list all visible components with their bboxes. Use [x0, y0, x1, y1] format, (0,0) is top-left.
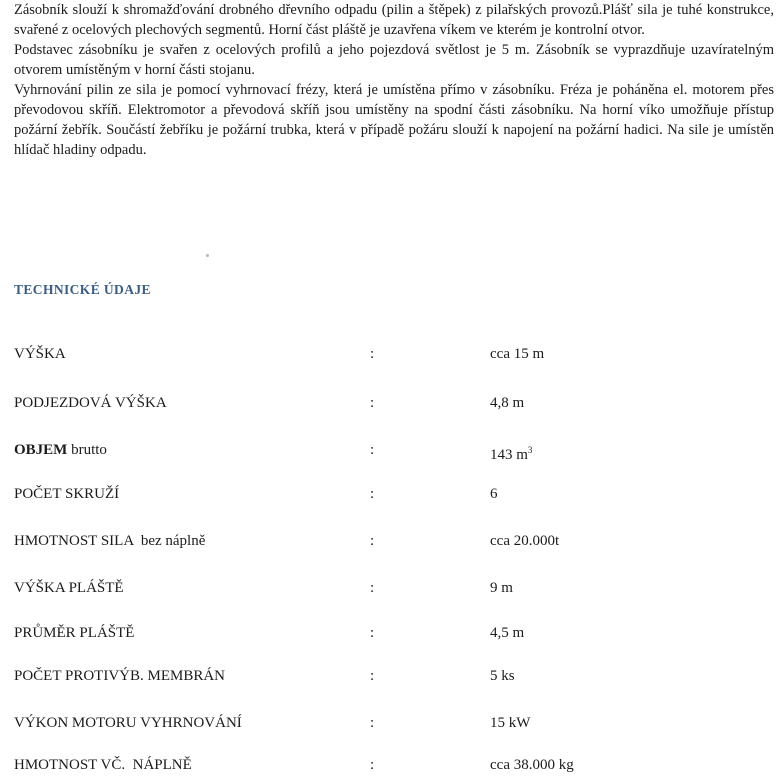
spec-label [14, 439, 107, 461]
spec-value-main: 143 m [490, 447, 528, 463]
spec-colon: : [370, 533, 375, 549]
spec-label-bold: OBJEM [14, 442, 68, 458]
spec-label: HMOTNOST SILA bez náplně [14, 533, 206, 549]
spec-label: POČET PROTIVÝB. MEMBRÁN [14, 668, 226, 684]
intro-paragraph-1: Zásobník slouží k shromažďování drobného dřevního odpadu (pilin a štěpek) z pilařských provozů.Plášť sila je tuhé konstrukce, svařené z ocelových plechových segmentů. Horní část pláště je uzavřena víkem ve kterém je kontrolní otvor. [14, 2, 774, 38]
spec-label-rest: brutto [67, 442, 107, 458]
spec-value: 4,8 m [490, 395, 525, 411]
spec-label: VÝŠKA [14, 346, 66, 362]
spec-value: 4,5 m [490, 625, 525, 641]
spec-label: PODJEZDOVÁ VÝŠKA [14, 395, 167, 411]
spec-colon: : [370, 715, 375, 731]
spec-colon: : [370, 757, 375, 773]
spec-colon: : [370, 486, 375, 502]
spec-label: HMOTNOST VČ. NÁPLNĚ [14, 757, 192, 773]
spec-value: cca 38.000 kg [490, 757, 574, 773]
spec-value: 9 m [490, 580, 513, 596]
spec-value: cca 15 m [490, 346, 545, 362]
intro-text [14, 0, 774, 160]
spec-value: 6 [490, 486, 498, 502]
spec-value: cca 20.000t [490, 533, 560, 549]
spec-colon: : [370, 346, 375, 362]
spec-label: VÝKON MOTORU VYHRNOVÁNÍ [14, 715, 242, 731]
scan-speck [206, 254, 209, 257]
intro-paragraph-3: Vyhrnování pilin ze sila je pomocí vyhrnovací frézy, která je umístěna přímo v zásobníku. Fréza je poháněna el. motorem přes převodovou skříň. Elektromotor a převodová skříň jsou umístěny na spodní části zásobníku. Na horní víko umožňuje přístup požární žebřík. Součástí žebříku je požární trubka, která v případě požáru slouží k napojení na požární hadici. Na sile je umístěn hlídač hladiny odpadu. [14, 82, 774, 158]
spec-label: POČET SKRUŽÍ [14, 486, 120, 502]
spec-colon: : [370, 395, 375, 411]
spec-value [490, 439, 532, 466]
spec-colon: : [370, 625, 375, 641]
spec-colon: : [370, 442, 375, 458]
spec-value-superscript: 3 [527, 445, 533, 455]
spec-label: PRŮMĚR PLÁŠTĚ [14, 625, 135, 641]
spec-label: VÝŠKA PLÁŠTĚ [14, 580, 124, 596]
section-heading: TECHNICKÉ ÚDAJE [14, 282, 151, 297]
spec-value: 15 kW [490, 715, 531, 731]
spec-value: 5 ks [490, 668, 515, 684]
spec-colon: : [370, 668, 375, 684]
intro-paragraph-2: Podstavec zásobníku je svařen z ocelových profilů a jeho pojezdová světlost je 5 m. Zásobník se vyprazdňuje uzavíratelným otvorem umístěným v horní části stojanu. [14, 42, 774, 78]
spec-colon: : [370, 580, 375, 596]
